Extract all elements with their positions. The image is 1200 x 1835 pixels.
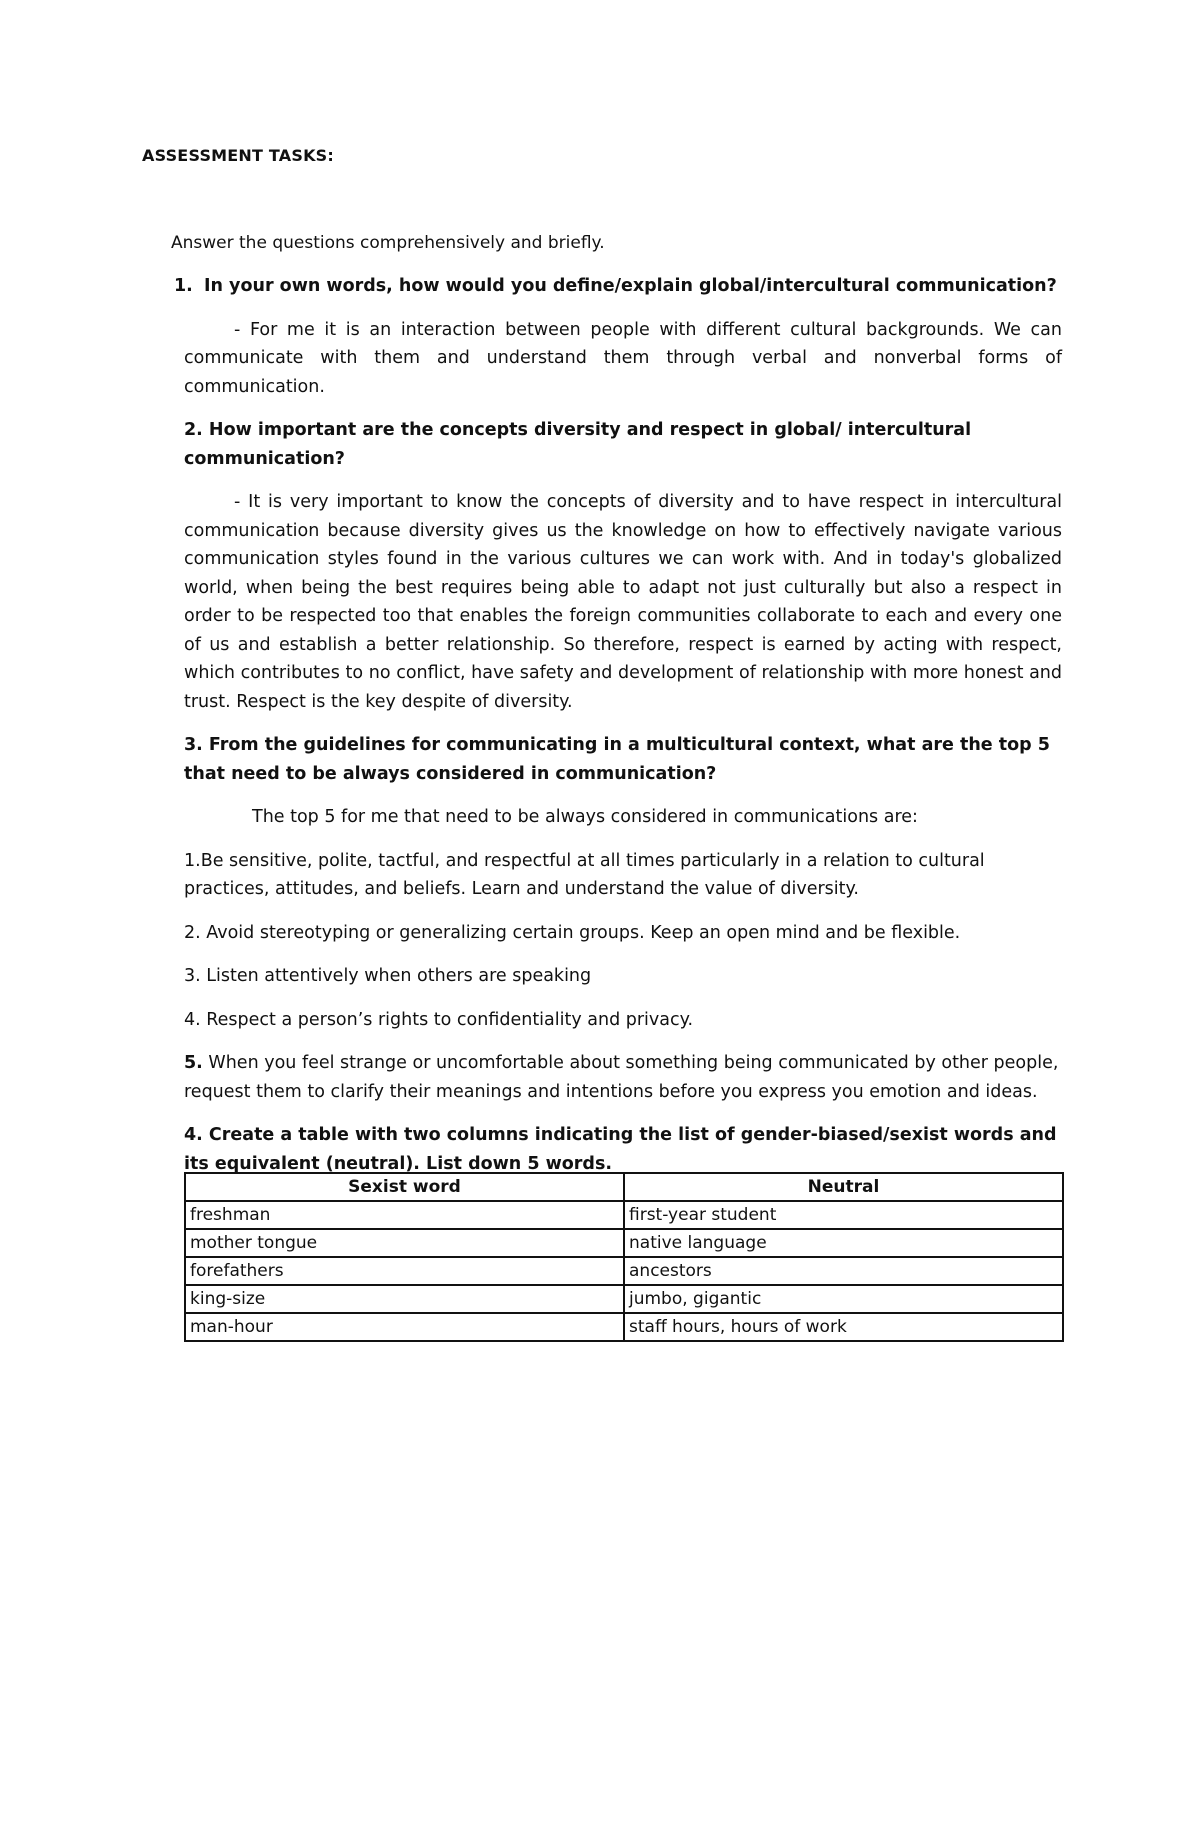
table-header-row — [185, 1173, 1063, 1201]
list-item-number: 1. — [184, 850, 201, 871]
column-header-sexist-word: Sexist word — [185, 1173, 624, 1201]
table-row — [185, 1313, 1063, 1341]
questions-content — [174, 272, 1062, 1193]
answer-2-text: - It is very important to know the concepts of diversity and to have respect in intercultural communication because diversity gives us the knowledge on how to effectively navigate various communication styles found in the various cultures we can work with. And in today's globalized world, when being the best requires being able to adapt not just culturally but also a respect in order to be respected too that enables the foreign communities collaborate to each and every one of us and establish a better relationship. So therefore, respect is earned by acting with respect, which contributes to no conflict, have safety and development of relationship with more honest and trust. Respect is the key despite of diversity. — [184, 492, 1062, 712]
question-2: 2. How important are the concepts diversity and respect in global/ intercultural communication? — [184, 420, 972, 469]
neutral-word-cell: jumbo, gigantic — [624, 1285, 1063, 1313]
list-item — [184, 919, 1062, 948]
table-row — [185, 1201, 1063, 1229]
list-item — [184, 1049, 1062, 1106]
list-item-text: Listen attentively when others are speaking — [206, 966, 592, 986]
list-item — [184, 1006, 1062, 1035]
page-heading: ASSESSMENT TASKS: — [142, 146, 334, 165]
sexist-word-cell: freshman — [185, 1201, 624, 1229]
answer-1 — [184, 316, 1062, 402]
list-item-number: 3. — [184, 966, 201, 986]
table-row — [185, 1257, 1063, 1285]
question-3-text: From the guidelines for communicating in a multicultural context, what are the top 5 that need to be always considered in communication? — [184, 735, 1050, 784]
question-3-number: 3. — [184, 735, 203, 755]
list-item-text: Avoid stereotyping or generalizing certain groups. Keep an open mind and be flexible. — [206, 922, 961, 943]
neutral-word-cell: native language — [624, 1229, 1063, 1257]
neutral-word-cell: staff hours, hours of work — [624, 1313, 1063, 1341]
question-1-number: 1. — [174, 276, 193, 296]
list-item-number: 4. — [184, 1009, 201, 1030]
list-item-text: Respect a person’s rights to confidentiality and privacy. — [206, 1009, 694, 1030]
sexist-neutral-table — [184, 1172, 1064, 1342]
sexist-word-cell: man-hour — [185, 1313, 624, 1341]
neutral-word-cell: first-year student — [624, 1201, 1063, 1229]
list-item-text: Be sensitive, polite, tactful, and respectful at all times particularly in a relation to cultural practices, attitudes, and beliefs. Learn and understand the value of diversity. — [184, 850, 985, 899]
question-4: 4. Create a table with two columns indicating the list of gender-biased/sexist words and its equivalent (neutral). List down 5 words. — [184, 1125, 1057, 1174]
sexist-word-cell: king-size — [185, 1285, 624, 1313]
sexist-word-cell: mother tongue — [185, 1229, 624, 1257]
list-item-number: 5. — [184, 1053, 203, 1073]
neutral-word-cell: ancestors — [624, 1257, 1063, 1285]
list-item — [184, 847, 1062, 904]
table-row — [185, 1285, 1063, 1313]
table-row — [185, 1229, 1063, 1257]
column-header-neutral: Neutral — [624, 1173, 1063, 1201]
question-1 — [174, 272, 1062, 301]
answer-3-intro: The top 5 for me that need to be always considered in communications are: — [252, 807, 918, 827]
list-item-text: When you feel strange or uncomfortable about something being communicated by other people, request them to clarify their meanings and intentions before you express you emotion and ideas. — [184, 1053, 1059, 1102]
instructions: Answer the questions comprehensively and briefly. — [171, 233, 605, 253]
list-item — [184, 962, 1062, 991]
question-3 — [184, 731, 1062, 788]
answer-1-text: - For me it is an interaction between people with different cultural backgrounds. We can communicate with them and understand them through verbal and nonverbal forms of communication. — [184, 319, 1062, 397]
sexist-word-cell: forefathers — [185, 1257, 624, 1285]
question-1-text: In your own words, how would you define/explain global/intercultural communication? — [204, 276, 1057, 296]
list-item-number: 2. — [184, 922, 201, 943]
answer-2 — [184, 488, 1062, 716]
